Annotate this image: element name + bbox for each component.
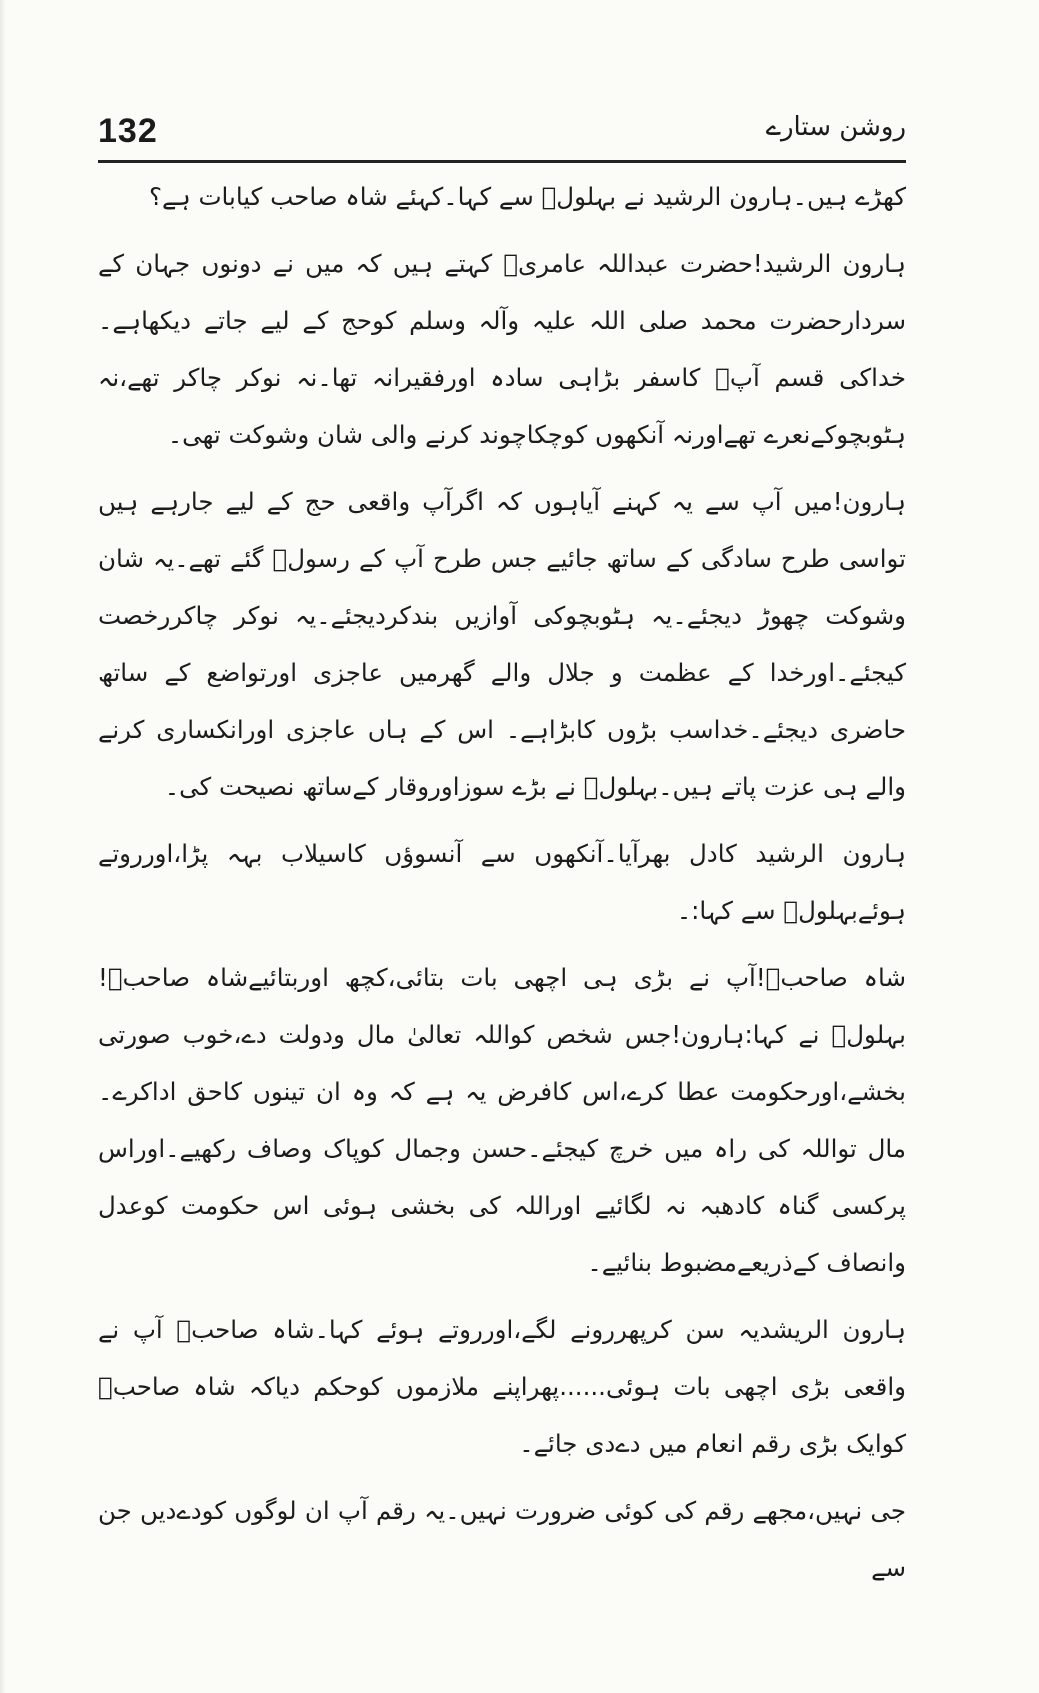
page-edge-shadow <box>0 0 6 1693</box>
body-text <box>98 168 906 1606</box>
page-number: 132 <box>98 112 158 150</box>
paragraph: جی نہیں،مجھے رقم کی کوئی ضرورت نہیں۔یہ رقم آپ ان لوگوں کودےدیں جن سے <box>98 1496 906 1582</box>
paragraph: ہارون الرشید!حضرت عبداللہ عامریؓ کہتے ہیں کہ میں نے دونوں جہان کے سردارحضرت محمد صلی اللہ علیہ وآلہ وسلم کوحج کے لیے جاتے دیکھاہے۔خداکی قسم آپؐ کاسفر بڑاہی سادہ اورفقیرانہ تھا۔نہ نوکر چاکر تھے،نہ ہٹوبچوکےنعرے تھےاورنہ آنکھوں کوچکاچوند کرنے والی شان وشوکت تھی۔ <box>98 249 906 449</box>
header-rule <box>98 160 906 163</box>
running-head-title: روشن ستارے <box>765 112 906 142</box>
page-header <box>98 108 906 160</box>
paragraph: ہارون الرشید کادل بھرآیا۔آنکھوں سے آنسوؤں کاسیلاب بہہ پڑا،اورروتے ہوئےبہلولؒ سے کہا:۔ <box>98 839 906 925</box>
paragraph: ہارون الریشدیہ سن کرپھررونے لگے،اورروتے ہوئے کہا۔شاہ صاحبؒ آپ نے واقعی بڑی اچھی بات ہوئی......پھراپنے ملازموں کوحکم دیاکہ شاہ صاحبؒ کوایک بڑی رقم انعام میں دےدی جائے۔ <box>98 1315 906 1458</box>
paragraph: شاہ صاحبؒ!آپ نے بڑی ہی اچھی بات بتائی،کچھ اوربتائیےشاہ صاحبؒ!بہلولؒ نے کہا:ہارون!جس شخص کواللہ تعالیٰ مال ودولت دے،خوب صورتی بخشے،اورحکومت عطا کرے،اس کافرض یہ ہے کہ وہ ان تینوں کاحق اداکرے۔مال تواللہ کی راہ میں خرچ کیجئے۔حسن وجمال کوپاک وصاف رکھیے۔اوراس پرکسی گناہ کادھبہ نہ لگائیے اوراللہ کی بخشی ہوئی اس حکومت کوعدل وانصاف کےذریعےمضبوط بنائیے۔ <box>98 963 906 1277</box>
paragraph: کھڑے ہیں۔ہارون الرشید نے بہلولؒ سے کہا۔کہئے شاہ صاحب کیابات ہے؟ <box>148 182 906 211</box>
paragraph: ہارون!میں آپ سے یہ کہنے آیاہوں کہ اگرآپ واقعی حج کے لیے جارہے ہیں تواسی طرح سادگی کے ساتھ جائیے جس طرح آپ کے رسولؐ گئے تھے۔یہ شان وشوکت چھوڑ دیجئے۔یہ ہٹوبچوکی آوازیں بندکردیجئے۔یہ نوکر چاکررخصت کیجئے۔اورخدا کے عظمت و جلال والے گھرمیں عاجزی اورتواضع کے ساتھ حاضری دیجئے۔خداسب بڑوں کابڑاہے۔ اس کے ہاں عاجزی اورانکساری کرنے والے ہی عزت پاتے ہیں۔بہلولؒ نے بڑے سوزاوروقار کےساتھ نصیحت کی۔ <box>98 487 906 801</box>
